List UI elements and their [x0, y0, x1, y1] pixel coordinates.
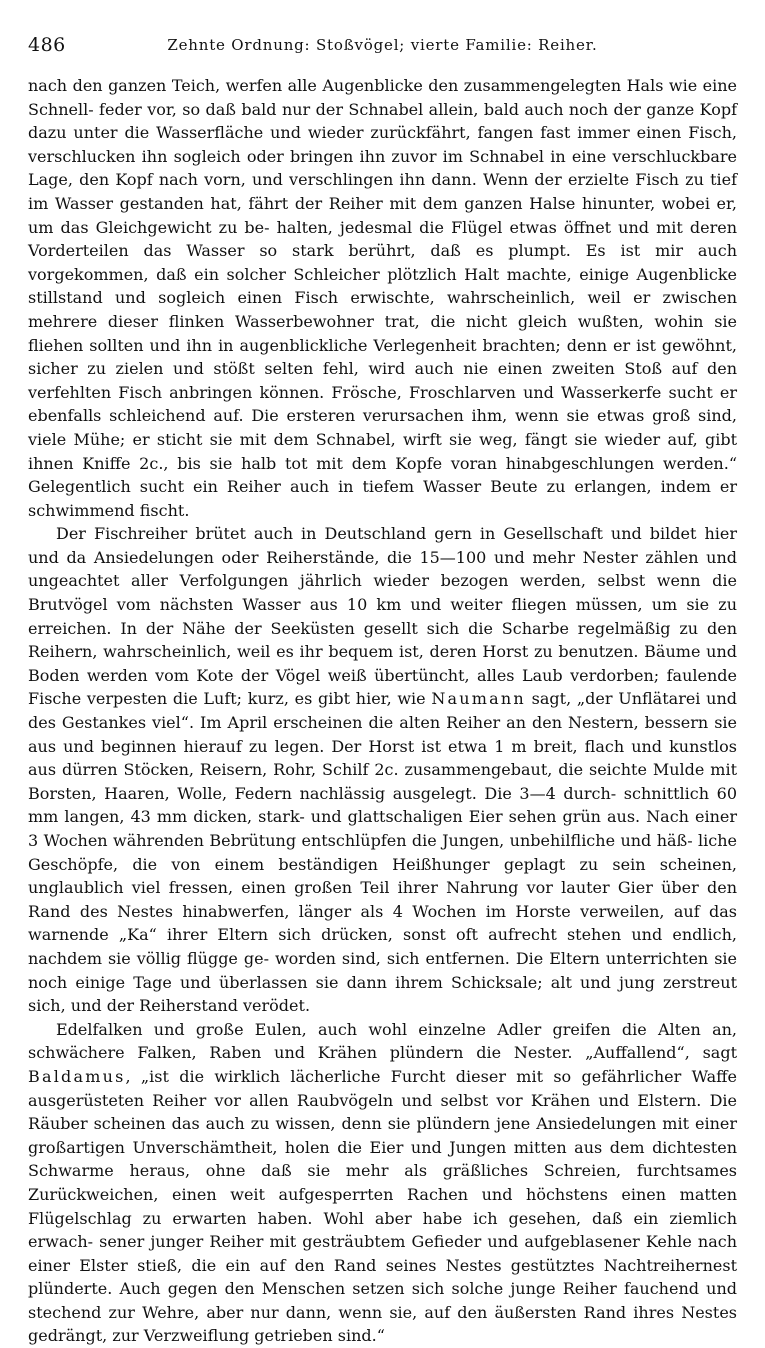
page-number: 486 — [28, 34, 66, 56]
paragraph-text: Edelfalken und große Eulen, auch wohl einzelne Adler greifen die Alten an, schwächere Falken, Raben und Krähen plündern die Nester. „Auffallend“, sagt — [28, 1019, 737, 1063]
body-text — [28, 74, 737, 1348]
paragraph-text: Der Fischreiher brütet auch in Deutschland gern in Gesellschaft und bildet hier und da Ansiedelungen oder Reiherstände, die 15—100 und mehr Nester zählen und ungeachtet aller Verfolgungen jährlich wieder bezogen werden, selbst wenn die Brutvögel vom nächsten Wasser aus 10 km und weiter fliegen müssen, um sie zu erreichen. In der Nähe der Seeküsten gesellt sich die Scharbe regelmäßig zu den Reihern, wahrscheinlich, weil es ihr bequem ist, deren Horst zu benutzen. Bäume und Boden werden vom Kote der Vögel weiß übertüncht, alles Laub verdorben; faulende Fische verpesten die Luft; kurz, es gibt hier, wie — [28, 524, 737, 709]
paragraph-text: nach den ganzen Teich, werfen alle Augenblicke den zusammengelegten Hals wie eine Schnell- feder vor, so daß bald nur der Schnabel allein, bald auch noch der ganze Kopf dazu unter die Wasserfläche und wieder zurückfährt, fangen fast immer einen Fisch, verschlucken ihn sogleich oder bringen ihn zuvor im Schnabel in eine verschluckbare Lage, den Kopf nach vorn, und verschlingen ihn dann. Wenn der erzielte Fisch zu tief im Wasser gestanden hat, fährt der Reiher mit dem ganzen Halse hinunter, wobei er, um das Gleichgewicht zu be- halten, jedesmal die Flügel etwas öffnet und mit deren Vorderteilen das Wasser so stark berührt, daß es plumpt. Es ist mir auch vorgekommen, daß ein solcher Schleicher plötzlich Halt machte, einige Augenblicke stillstand und sogleich einen Fisch erwischte, wahrscheinlich, weil er zwischen mehrere dieser flinken Wasserbewohner trat, die nicht gleich wußten, wohin sie fliehen sollten und ihn in augenblickliche Verlegenheit brachten; denn er ist gewöhnt, sicher zu zielen und stößt selten fehl, wird auch nie einen zweiten Stoß auf den verfehlten Fisch anbringen können. Frösche, Froschlarven und Wasserkerfe sucht er ebenfalls schleichend auf. Die ersteren verursachen ihm, wenn sie etwas groß sind, viele Mühe; er sticht sie mit dem Schnabel, wirft sie weg, fängt sie wieder auf, gibt ihnen Kniffe 2c., bis sie halb tot mit dem Kopfe voran hinabgeschlungen werden.“ Gelegentlich sucht ein Reiher auch in tiefem Wasser Beute zu erlangen, indem er schwimmend fischt. — [28, 76, 737, 520]
paragraph — [28, 522, 737, 1017]
paragraph — [28, 1018, 737, 1348]
author-name: Naumann — [431, 689, 526, 709]
author-name: Baldamus — [28, 1066, 126, 1086]
paragraph-text: sagt, „der Unflätarei und des Gestankes viel“. Im April erscheinen die alten Reiher an den Nestern, bessern sie aus und beginnen hierauf zu legen. Der Horst ist etwa 1 m breit, flach und kunstlos aus dürren Stöcken, Reisern, Rohr, Schilf 2c. zusammengebaut, die seichte Mulde mit Borsten, Haaren, Wolle, Federn nachlässig ausgelegt. Die 3—4 durch- schnittlich 60 mm langen, 43 mm dicken, stark- und glattschaligen Eier sehen grün aus. Nach einer 3 Wochen währenden Bebrütung entschlüpfen die Jungen, unbehilfliche und häß- liche Geschöpfe, die von einem beständigen Heißhunger geplagt zu sein scheinen, unglaublich viel fressen, einen großen Teil ihrer Nahrung vor lauter Gier über den Rand des Nestes hinabwerfen, länger als 4 Wochen im Horste verweilen, auf das warnende „Ka“ ihrer Eltern sich drücken, sonst oft aufrecht stehen und endlich, nachdem sie völlig flügge ge- worden sind, sich entfernen. Die Eltern unterrichten sie noch einige Tage und überlassen sie dann ihrem Schicksale; alt und jung zerstreut sich, und der Reiherstand verödet. — [28, 689, 737, 1016]
paragraph — [28, 74, 737, 522]
page-header — [28, 34, 737, 62]
running-head: Zehnte Ordnung: Stoßvögel; vierte Familie: Reiher. — [167, 36, 598, 54]
paragraph-text: , „ist die wirklich lächerliche Furcht dieser mit so gefährlicher Waffe ausgerüsteten Reiher vor allen Raubvögeln und selbst vor Krähen und Elstern. Die Räuber scheinen das auch zu wissen, denn sie plündern jene Ansiedelungen mit einer großartigen Unverschämtheit, holen die Eier und Jungen mitten aus dem dichtesten Schwarme heraus, ohne daß sie mehr als gräßliches Schreien, furchtsames Zurückweichen, einen weit aufgesperrten Rachen und höchstens einen matten Flügelschlag zu erwarten haben. Wohl aber habe ich gesehen, daß ein ziemlich erwach- sener junger Reiher mit gesträubtem Gefieder und aufgeblasener Kehle nach einer Elster stieß, die ein auf den Rand seines Nestes gestütztes Nachtreihernest plünderte. Auch gegen den Menschen setzen sich solche junge Reiher fauchend und stechend zur Wehre, aber nur dann, wenn sie, auf den äußersten Rand ihres Nestes gedrängt, zur Verzweiflung getrieben sind.“ — [28, 1066, 737, 1346]
